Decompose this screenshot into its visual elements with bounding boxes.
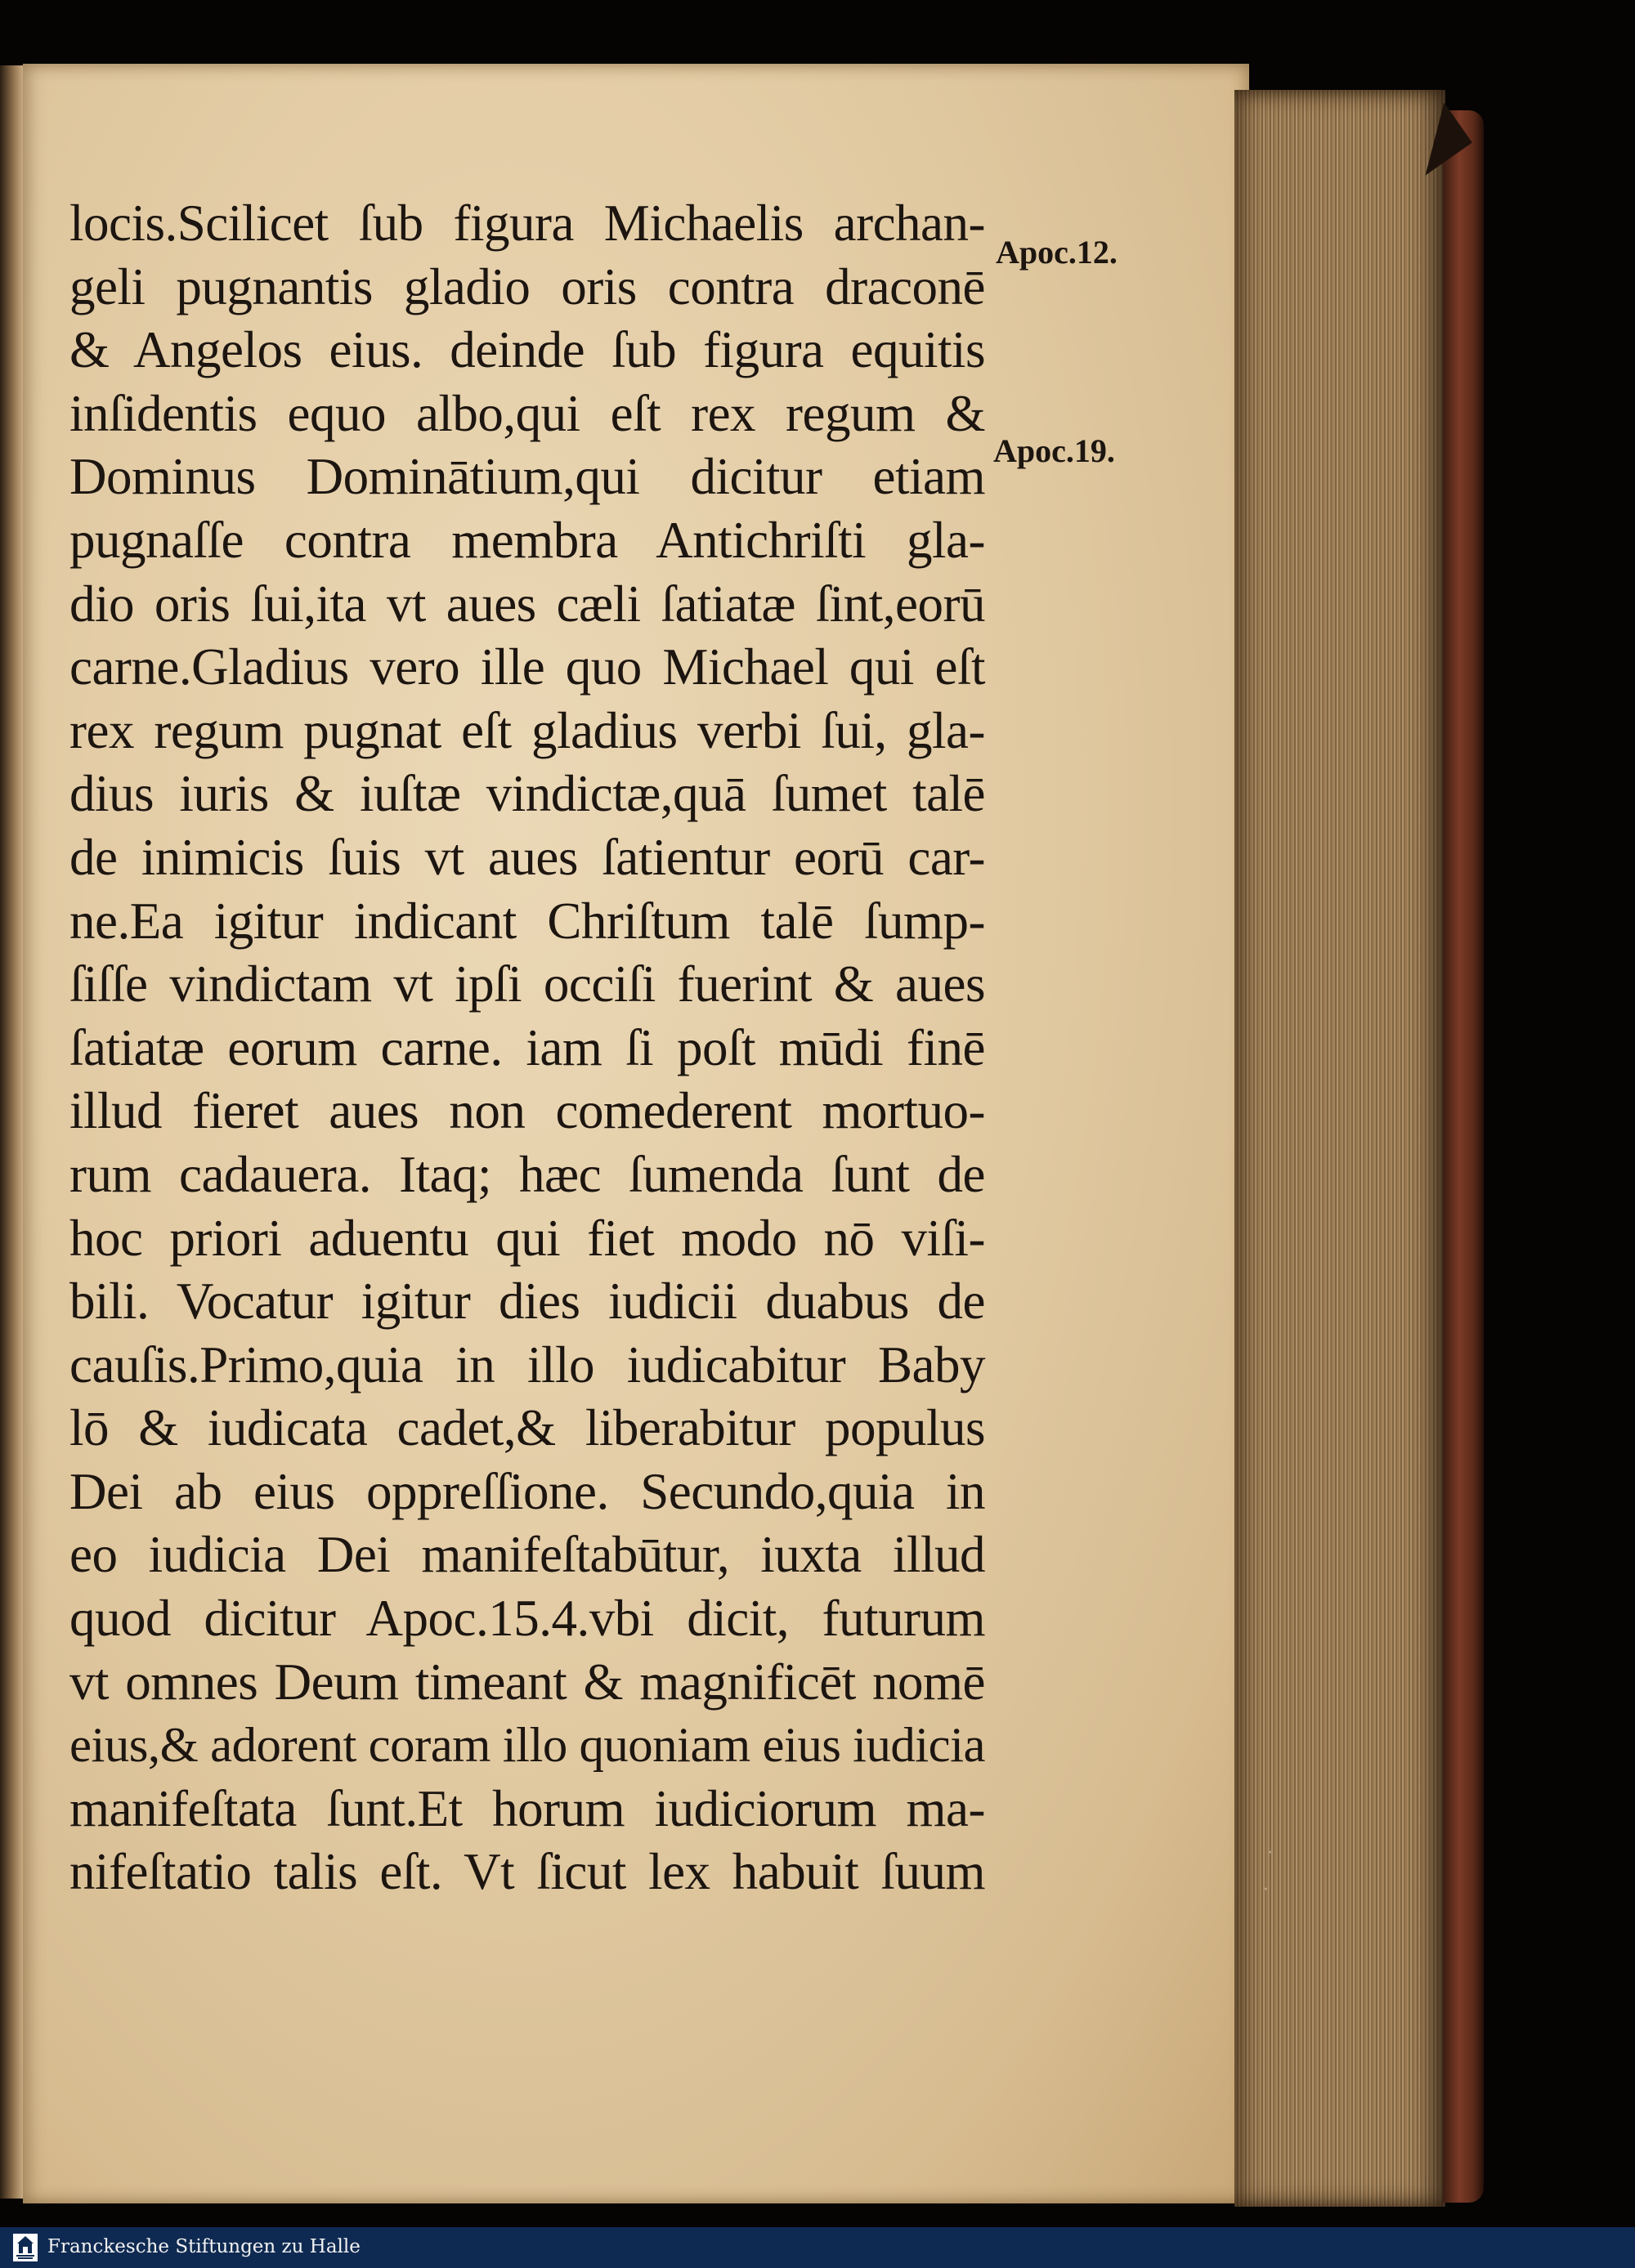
text-line: nifeſtatio talis eſt. Vt ſicut lex habuit ſuum — [69, 1843, 985, 1901]
text-line: rex regum pugnat eſt gladius verbi ſui, gla- — [69, 701, 985, 759]
text-line: dius iuris & iuſtæ vindictæ,quā ſumet talē — [69, 765, 985, 823]
left-page-edge — [0, 65, 23, 2199]
text-line: quod dicitur Apoc.15.4.vbi dicit, futurum — [69, 1590, 985, 1648]
text-line: eius,& adorent coram illo quoniam eius iudicia — [69, 1718, 985, 1774]
text-line: locis.Scilicet ſub figura Michaelis archan- — [69, 195, 985, 252]
text-line: ſatiatæ eorum carne. iam ſi poſt mūdi finē — [69, 1018, 985, 1076]
text-line: geli pugnantis gladio oris contra draconē — [69, 257, 985, 315]
text-line: Dominus Dominātium,qui dicitur etiam — [69, 448, 985, 506]
text-line: vt omnes Deum timeant & magnificēt nomē — [69, 1653, 985, 1711]
text-line: bili. Vocatur igitur dies iudicii duabus de — [69, 1273, 985, 1331]
institution-name: Franckesche Stiftungen zu Halle — [47, 2236, 361, 2257]
page-speck: · — [1263, 1880, 1269, 1900]
text-line: eo iudicia Dei manifeſtabūtur, iuxta illud — [69, 1526, 985, 1584]
text-line: Dei ab eius oppreſſione. Secundo,quia in — [69, 1462, 985, 1520]
page-speck: · — [1267, 1843, 1273, 1863]
margin-note: Apoc.19. — [993, 432, 1115, 469]
text-line: illud fieret aues non comederent mortuo- — [69, 1082, 985, 1140]
text-line: rum cadauera. Itaq; hæc ſumenda ſunt de — [69, 1145, 985, 1203]
text-line: manifeſtata ſunt.Et horum iudiciorum ma- — [69, 1779, 985, 1837]
text-line: hoc priori aduentu qui fiet modo nō viſi- — [69, 1209, 985, 1267]
text-line: ne.Ea igitur indicant Chriſtum talē ſump- — [69, 892, 985, 950]
page-text — [69, 192, 985, 1904]
text-line: de inimicis ſuis vt aues ſatientur eorū car- — [69, 828, 985, 886]
text-line: cauſis.Primo,quia in illo iudicabitur Baby — [69, 1335, 985, 1393]
text-line: carne.Gladius vero ille quo Michael qui eſt — [69, 638, 985, 696]
book-binding — [1443, 110, 1484, 2203]
margin-note: Apoc.12. — [996, 234, 1118, 271]
text-line: dio oris ſui,ita vt aues cæli ſatiatæ ſint,eorū — [69, 575, 985, 633]
institution-logo-icon — [13, 2234, 38, 2261]
text-line: lō & iudicata cadet,& liberabitur populus — [69, 1399, 985, 1457]
footer-bar — [0, 2227, 1635, 2268]
text-line: & Angelos eius. deinde ſub figura equitis — [69, 321, 985, 379]
text-line: ſiſſe vindictam vt ipſi occiſi fuerint & aues — [69, 955, 985, 1013]
text-line: inſidentis equo albo,qui eſt rex regum & — [69, 384, 985, 442]
text-line: pugnaſſe contra membra Antichriſti gla- — [69, 511, 985, 569]
